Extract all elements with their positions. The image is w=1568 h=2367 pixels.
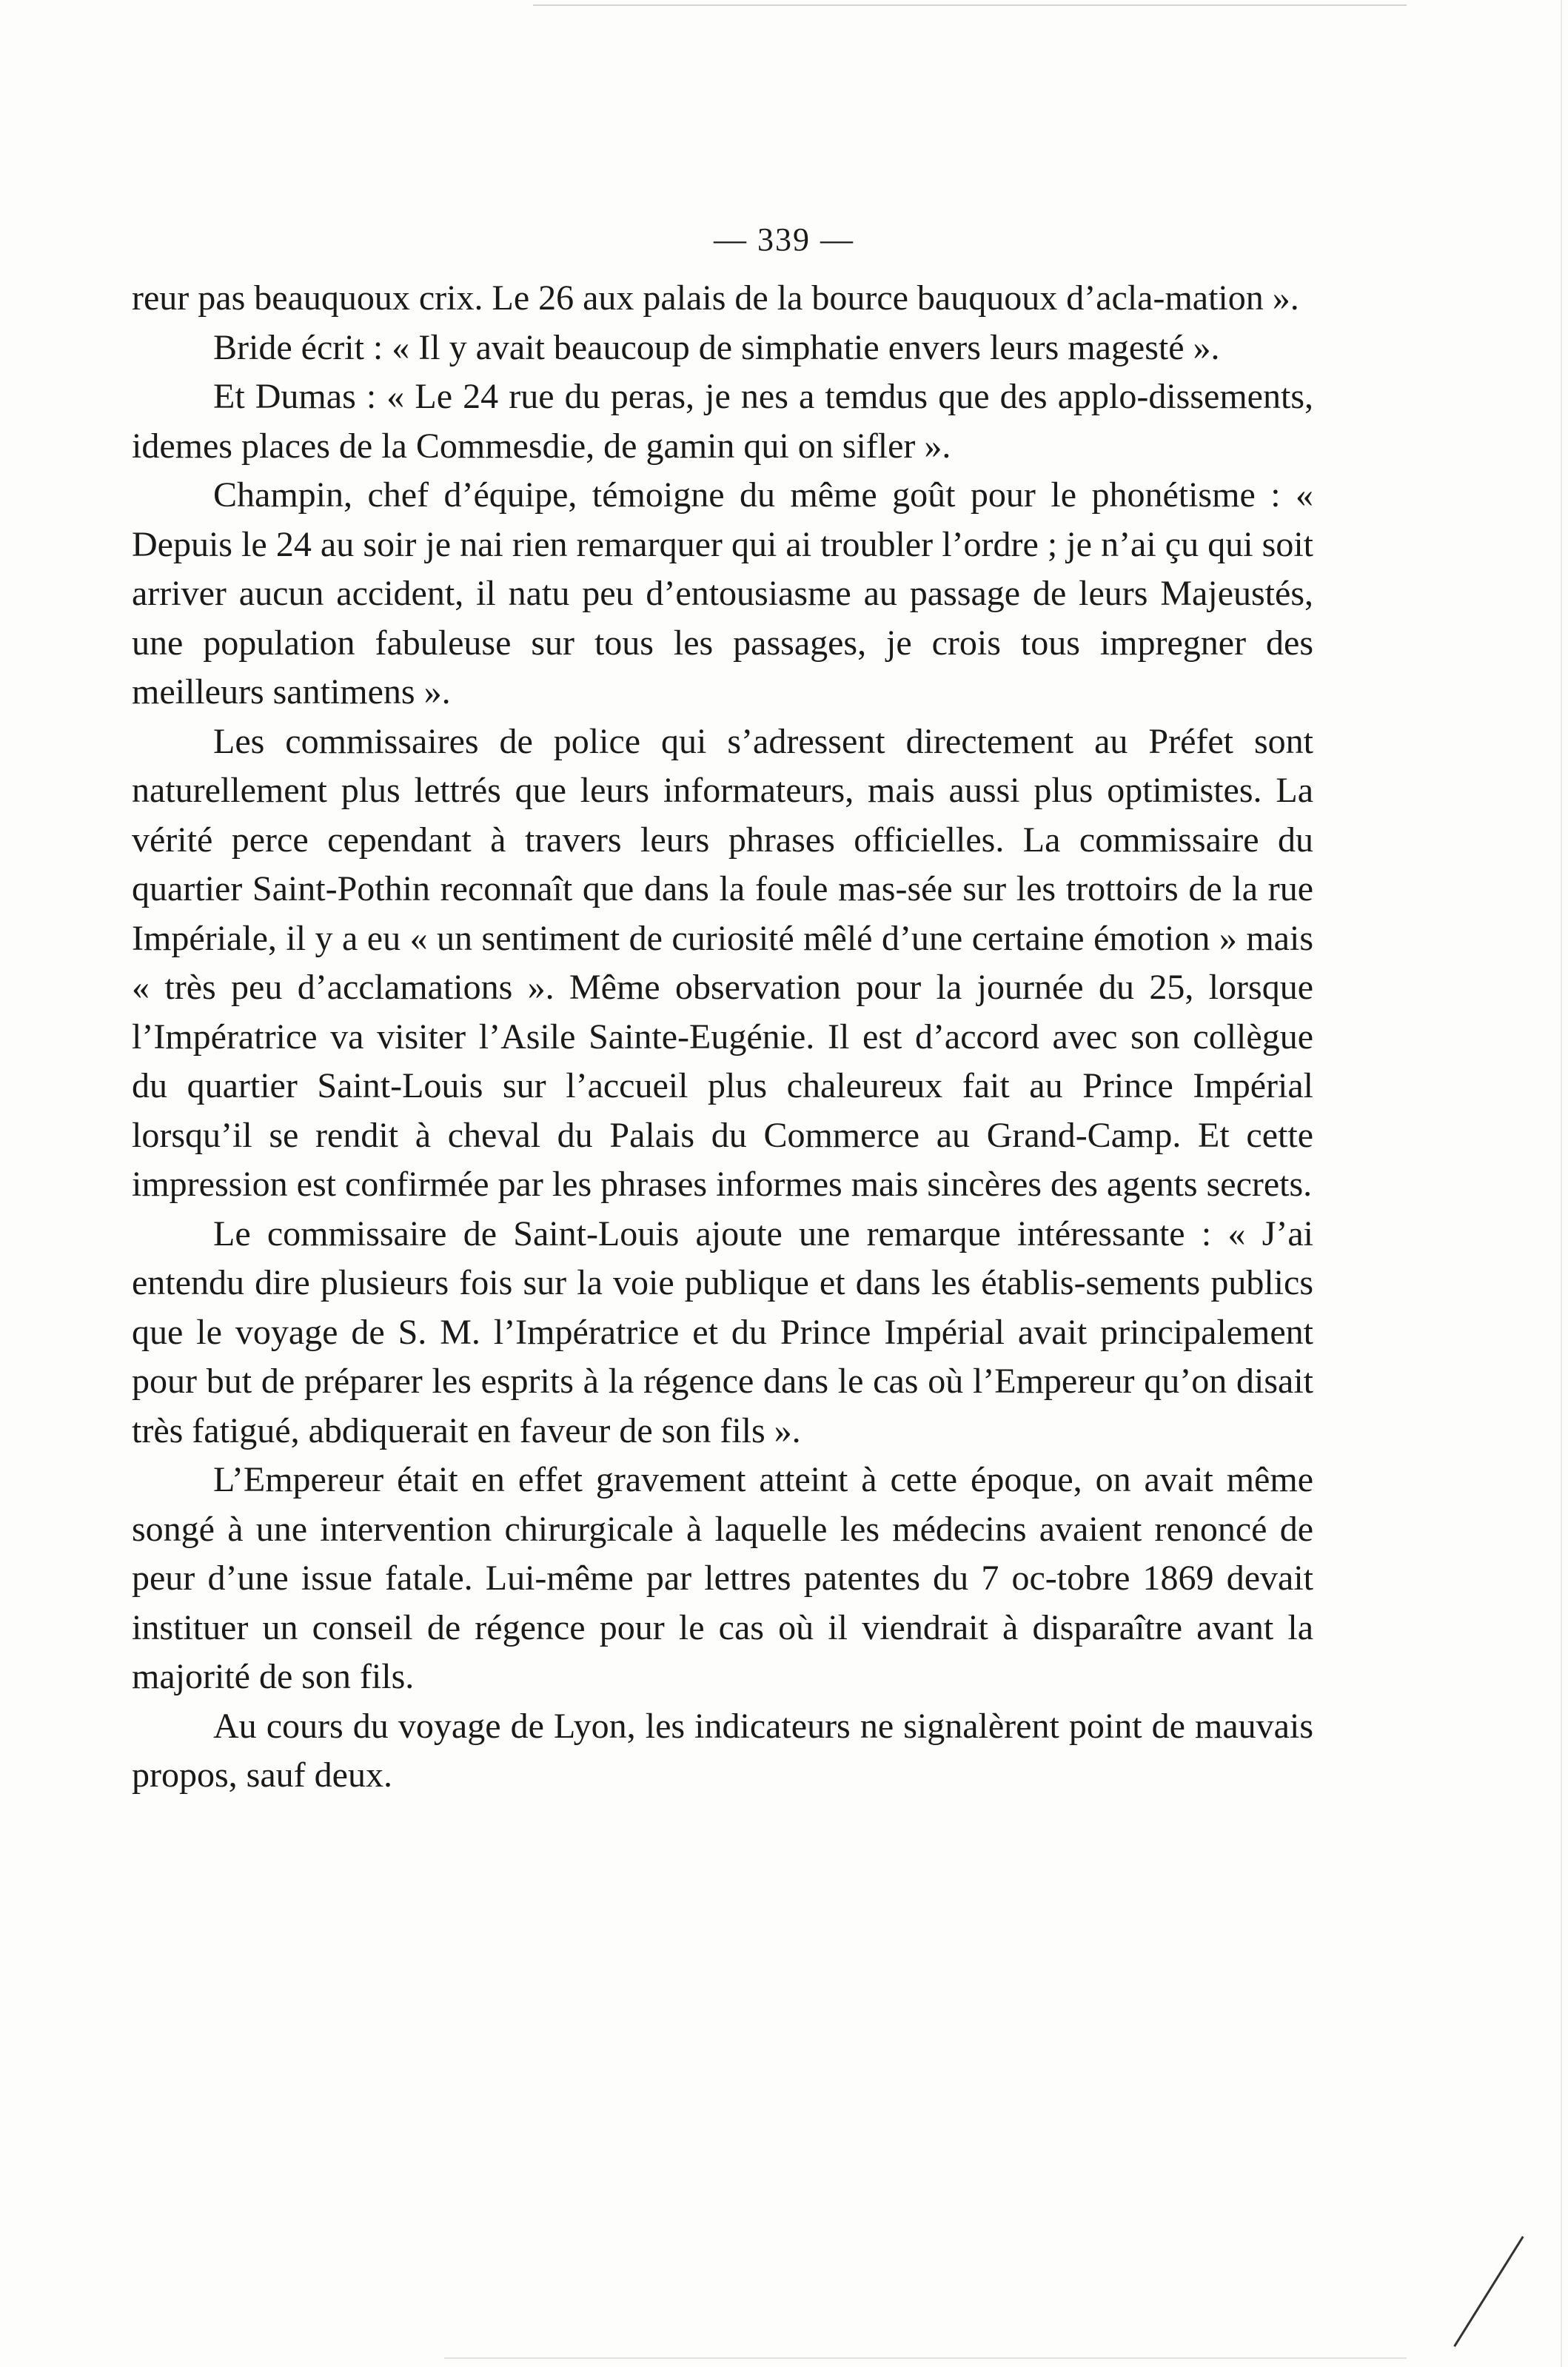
- page-number: — 339 —: [714, 221, 854, 258]
- paragraph-4: Champin, chef d’équipe, témoigne du même goût pour le phonétisme : « Depuis le 24 au soir je nai rien remarquer qui ai troubler l’ordre ; je n’ai çu qui soit arriver aucun accident, il natu peu d’entousiasme au passage de leurs Majeustés, une population fabuleuse sur tous les passages, je crois tous impregner des meilleurs santimens ».: [132, 475, 1313, 712]
- paragraph-6: Le commissaire de Saint-Louis ajoute une remarque intéressante : « J’ai entendu dire plusieurs fois sur la voie publique et dans les établis-sements publics que le voyage de S. M. l’Impératrice et du Prince Impérial avait principalement pour but de préparer les esprits à la régence dans le cas où l’Empereur qu’on disait très fatigué, abdiquerait en faveur de son fils ».: [132, 1213, 1313, 1450]
- paragraph-1: reur pas beauquoux crix. Le 26 aux palais de la bource bauquoux d’acla-mation ».: [132, 278, 1299, 318]
- paragraph-8: Au cours du voyage de Lyon, les indicateurs ne signalèrent point de mauvais propos, sauf deux.: [132, 1706, 1313, 1795]
- scan-edge-right: [1561, 0, 1562, 2367]
- scan-edge-top: [533, 4, 1407, 6]
- scan-edge-bottom: [444, 2357, 1407, 2359]
- paragraph-5: Les commissaires de police qui s’adressent directement au Préfet sont naturellement plus lettrés que leurs informateurs, mais aussi plus optimistes. La vérité perce cependant à travers leurs phrases officielles. La commissaire du quartier Saint-Pothin reconnaît que dans la foule mas-sée sur les trottoirs de la rue Impériale, il y a eu « un sentiment de curiosité mêlé d’une certaine émotion » mais « très peu d’acclamations ». Même observation pour la journée du 25, lorsque l’Impératrice va visiter l’Asile Sainte-Eugénie. Il est d’accord avec son collègue du quartier Saint-Louis sur l’accueil plus chaleureux fait au Prince Impérial lorsqu’il se rendit à cheval du Palais du Commerce au Grand-Camp. Et cette impression est confirmée par les phrases informes mais sincères des agents secrets.: [132, 721, 1313, 1204]
- paragraph-3: Et Dumas : « Le 24 rue du peras, je nes a temdus que des applo-dissements, idemes places de la Commesdie, de gamin qui on sifler ».: [132, 377, 1313, 466]
- body-text: [132, 274, 1313, 1801]
- paragraph-2: Bride écrit : « Il y avait beaucoup de simphatie envers leurs magesté ».: [213, 327, 1220, 367]
- paragraph-7: L’Empereur était en effet gravement atteint à cette époque, on avait même songé à une intervention chirurgicale à laquelle les médecins avaient renoncé de peur d’une issue fatale. Lui-même par lettres patentes du 7 oc-tobre 1869 devait instituer un conseil de régence pour le cas où il viendrait à disparaître avant la majorité de son fils.: [132, 1460, 1313, 1696]
- scan-pen-stroke: [1453, 2236, 1524, 2347]
